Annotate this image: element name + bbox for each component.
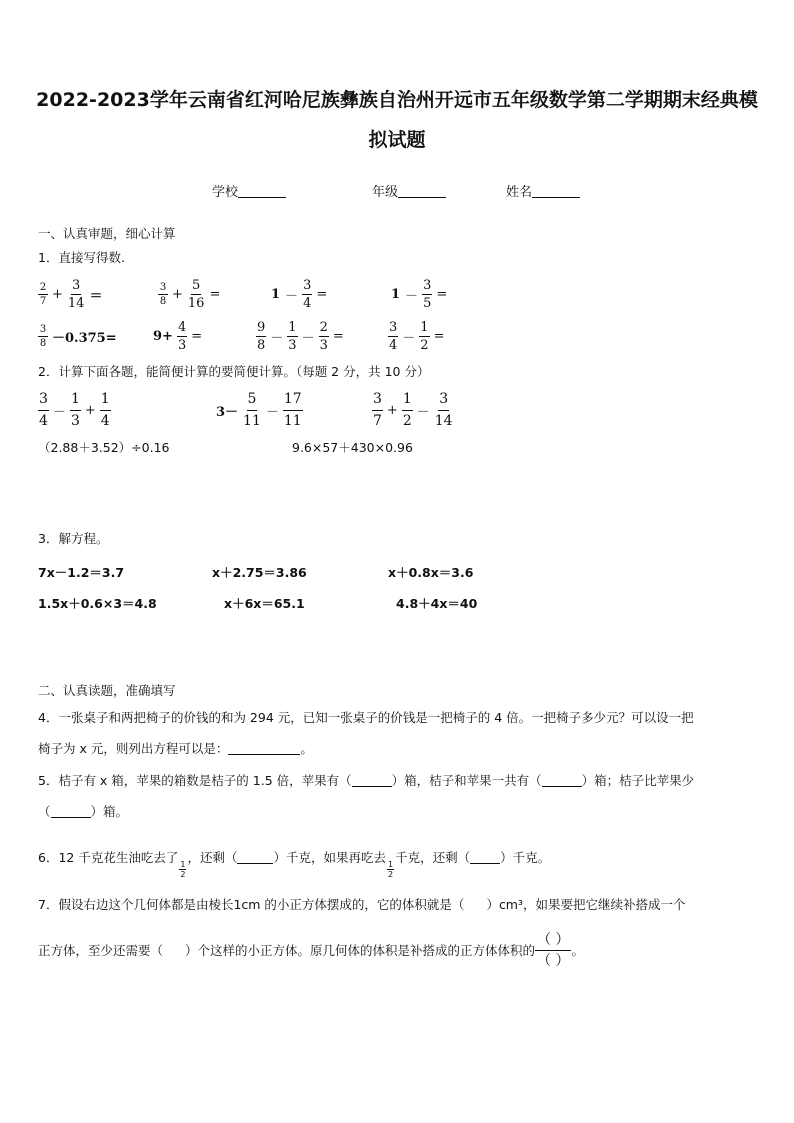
q1-item-c: 1 － $\frac{3}{4}$ = bbox=[271, 277, 328, 311]
q5-line1: 5．桔子有 x 箱，苹果的箱数是桔子的 1.5 倍，苹果有（ ）箱，桔子和苹果一共有（ ）箱；桔子比苹果少 bbox=[38, 773, 695, 788]
q5-line2: （ ）箱。 bbox=[38, 804, 129, 819]
equation: x＋0.8x＝3.6 bbox=[388, 565, 474, 580]
equation: 7x－1.2＝3.7 bbox=[38, 565, 125, 580]
fraction: $\frac{1}{2}$ bbox=[387, 860, 394, 879]
fraction: $\frac{3}{14}$ bbox=[434, 390, 453, 429]
equation: 1.5x＋0.6×3＝4.8 bbox=[38, 596, 157, 611]
q7-line1: 7．假设右边这个几何体都是由棱长1cm 的小正方体摆成的，它的体积就是（ ）cm³，如果要把它继续补搭成一个 bbox=[38, 897, 686, 912]
answer-blank bbox=[352, 775, 392, 787]
fraction: $\frac{4}{3}$ bbox=[177, 319, 187, 353]
fraction: $\frac{5}{16}$ bbox=[187, 277, 205, 311]
document-title-line2: 拟试题 bbox=[368, 129, 426, 151]
fraction: $\frac{3}{8}$ bbox=[39, 323, 47, 349]
q2-item-c: $\frac{3}{7}$ + $\frac{1}{2}$ － $\frac{3}{14}$ bbox=[373, 390, 453, 429]
fraction: $\frac{3}{5}$ bbox=[423, 277, 432, 311]
name-field bbox=[506, 181, 580, 200]
fraction: $\frac{9}{8}$ bbox=[257, 319, 266, 353]
q1-item-b: $\frac{3}{8}$ + $\frac{5}{16}$ = bbox=[159, 277, 221, 311]
q1-label: 1．直接写得数. bbox=[38, 250, 125, 265]
fraction: $\frac{3}{4}$ bbox=[39, 390, 48, 429]
fraction: $\frac{5}{11}$ bbox=[243, 390, 261, 429]
fraction: $\frac{3}{8}$ bbox=[159, 281, 167, 307]
q2-item-e: 9.6×57＋430×0.96 bbox=[292, 440, 413, 455]
fraction: $\frac{1}{4}$ bbox=[100, 390, 110, 429]
q2-item-b: 3－ $\frac{5}{11}$ － $\frac{17}{11}$ bbox=[216, 390, 302, 429]
grade-field bbox=[372, 181, 446, 200]
fraction: $\frac{3}{14}$ bbox=[67, 277, 85, 311]
q1-item-a: $\frac{2}{7}$ + $\frac{3}{14}$ ＝ bbox=[39, 277, 103, 311]
fraction: $\frac{2}{3}$ bbox=[319, 319, 328, 353]
equation: x＋6x＝65.1 bbox=[224, 596, 305, 611]
answer-blank bbox=[470, 852, 500, 864]
fraction: $\frac{1}{3}$ bbox=[70, 390, 80, 429]
q7-line2: 正方体，至少还需要（ ）个这样的小正方体。原几何体的体积是补搭成的正方体体积的 （ ） （ ） 。 bbox=[38, 931, 584, 969]
equation: 4.8＋4x＝40 bbox=[396, 596, 478, 611]
q1-item-d: 1 － $\frac{3}{5}$ = bbox=[391, 277, 448, 311]
q1-item-f: 9+ $\frac{4}{3}$ = bbox=[153, 319, 203, 353]
q2-label: 2．计算下面各题，能简便计算的要简便计算。（每题 2 分，共 10 分） bbox=[38, 364, 430, 379]
answer-blank bbox=[542, 775, 582, 787]
grade-label: 年级 bbox=[372, 185, 399, 200]
equation: x＋2.75＝3.86 bbox=[212, 565, 307, 580]
name-label: 姓名 bbox=[506, 185, 533, 200]
grade-blank bbox=[398, 185, 446, 198]
fraction: $\frac{1}{2}$ bbox=[402, 390, 412, 429]
q4-line1: 4．一张桌子和两把椅子的价钱的和为 294 元，已知一张桌子的价钱是一把椅子的 4 倍。一把椅子多少元？可以设一把 bbox=[38, 710, 694, 725]
answer-blank bbox=[51, 806, 91, 818]
fraction: $\frac{3}{4}$ bbox=[303, 277, 312, 311]
section1-heading: 一、认真审题，细心计算 bbox=[38, 226, 176, 241]
q1-item-h: $\frac{3}{4}$ － $\frac{1}{2}$ = bbox=[389, 319, 445, 353]
fraction: （ ） （ ） bbox=[537, 931, 570, 969]
school-blank bbox=[238, 185, 286, 198]
school-label: 学校 bbox=[212, 185, 239, 200]
school-field bbox=[212, 181, 286, 200]
q1-item-g: $\frac{9}{8}$ － $\frac{1}{3}$ － $\frac{2}{3}$ = bbox=[257, 319, 344, 353]
q2-item-d: （2.88＋3.52）÷0.16 bbox=[38, 440, 170, 455]
q3-label: 3．解方程。 bbox=[38, 531, 109, 546]
q1-item-e: $\frac{3}{8}$ －0.375= bbox=[39, 323, 117, 349]
fraction: $\frac{1}{2}$ bbox=[420, 319, 429, 353]
fraction: $\frac{3}{7}$ bbox=[373, 390, 382, 429]
answer-blank bbox=[228, 743, 300, 755]
fraction: $\frac{3}{4}$ bbox=[389, 319, 398, 353]
q6: 6．12 千克花生油吃去了 $\frac{1}{2}$ ，还剩（ ）千克，如果再吃去 $\frac{1}{2}$ 千克，还剩（ ）千克。 bbox=[38, 850, 551, 879]
fraction: $\frac{17}{11}$ bbox=[283, 390, 302, 429]
fraction: $\frac{2}{7}$ bbox=[39, 281, 47, 307]
document-title-line1: 2022-2023学年云南省红河哈尼族彝族自治州开远市五年级数学第二学期期末经典模 bbox=[36, 89, 758, 111]
name-blank bbox=[532, 185, 580, 198]
fraction: $\frac{1}{3}$ bbox=[288, 319, 297, 353]
q4-line2: 椅子为 x 元，则列出方程可以是： 。 bbox=[38, 741, 313, 756]
section2-heading: 二、认真读题，准确填写 bbox=[38, 683, 176, 698]
q2-item-a: $\frac{3}{4}$ － $\frac{1}{3}$ + $\frac{1}{4}$ bbox=[39, 390, 110, 429]
fraction: $\frac{1}{2}$ bbox=[180, 860, 186, 879]
answer-blank bbox=[237, 852, 273, 864]
